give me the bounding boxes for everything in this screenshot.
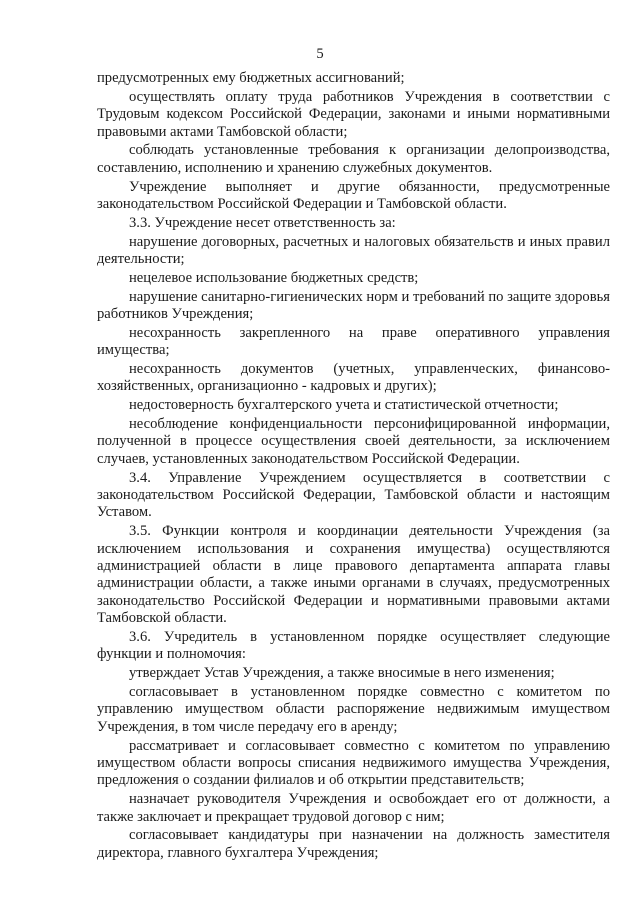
section-3-4: 3.4. Управление Учреждением осуществляется в соответствии с законодательством Российской Федерации, Тамбовской области и настоящим Уставом. [97,469,610,521]
paragraph: несоблюдение конфиденциальности персонифицированной информации, полученной в процессе осуществления своей деятельности, за исключением случаев, установленных законодательством Российской Федерации. [97,416,610,467]
paragraph: нарушение санитарно-гигиенических норм и требований по защите здоровья работников Учреждения; [97,288,610,323]
paragraph: осуществлять оплату труда работников Учреждения в соответствии с Трудовым кодексом Российской Федерации, законами и иными нормативными правовыми актами Тамбовской области; [97,88,610,140]
section-3-5: 3.5. Функции контроля и координации деятельности Учреждения (за исключением использования и сохранения имущества) осуществляются администрацией области в лице правового департамента аппарата главы администрации области, а также иными органами в случаях, предусмотренных законодательство Российской Федерации и нормативными правовыми актами Тамбовской области. [97,523,610,627]
section-3-6: 3.6. Учредитель в установленном порядке осуществляет следующие функции и полномочия: [97,629,610,663]
paragraph: Учреждение выполняет и другие обязанности, предусмотренные законодательством Российской Федерации и Тамбовской области. [97,178,610,213]
section-heading-3-3: 3.3. Учреждение несет ответственность за: [129,214,396,231]
paragraph: нецелевое использование бюджетных средств; [129,269,419,286]
paragraph: рассматривает и согласовывает совместно с комитетом по управлению имуществом области вопросы списания недвижимого имущества Учреждения, предложения о создании филиалов и об открытии представительств; [97,737,610,789]
paragraph: недостоверность бухгалтерского учета и статистической отчетности; [129,397,559,414]
paragraph: согласовывает в установленном порядке совместно с комитетом по управлению имуществом области распоряжение недвижимым имуществом Учреждения, в том числе передачу его в аренду; [97,684,610,735]
paragraph: нарушение договорных, расчетных и налоговых обязательств и иных правил деятельности; [97,233,610,268]
paragraph: назначает руководителя Учреждения и освобождает его от должности, а также заключает и прекращает трудовой договор с ним; [97,791,610,825]
paragraph: несохранность закрепленного на праве оперативного управления имущества; [97,324,610,359]
document-body [97,70,610,864]
paragraph: предусмотренных ему бюджетных ассигнований; [97,70,405,86]
page-number: 5 [316,46,324,62]
paragraph: утверждает Устав Учреждения, а также вносимые в него изменения; [129,665,555,682]
paragraph: согласовывает кандидатуры при назначении на должность заместителя директора, главного бухгалтера Учреждения; [97,827,610,861]
paragraph: соблюдать установленные требования к организации делопроизводства, составлению, исполнению и хранению служебных документов. [97,142,610,176]
paragraph: несохранность документов (учетных, управленческих, финансово-хозяйственных, организационно - кадровых и других); [97,361,610,395]
